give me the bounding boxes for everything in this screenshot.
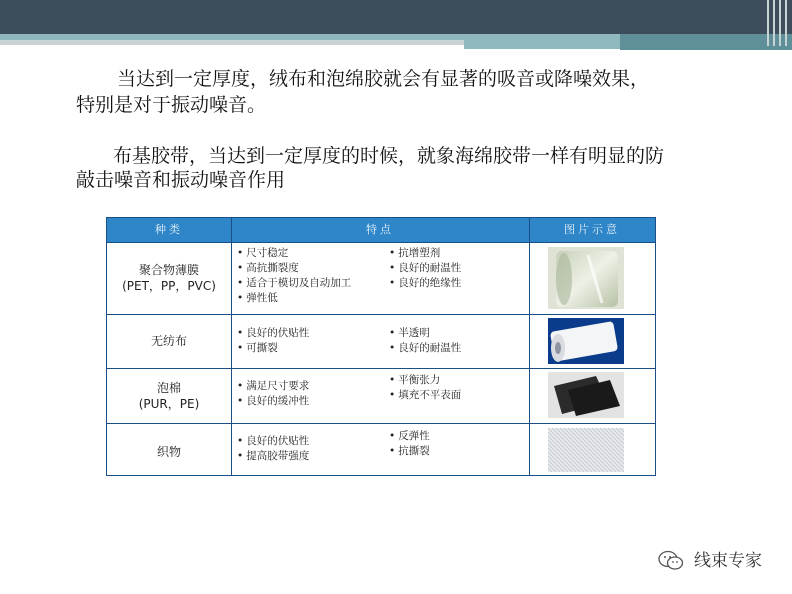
header-features: 特点 (366, 223, 394, 236)
black-foam-sheets-image (548, 372, 624, 418)
feature-item: • 可撕裂 (237, 341, 309, 356)
row-divider (107, 242, 655, 243)
table-header-row (107, 218, 655, 242)
column-divider (231, 218, 232, 475)
header-picture: 图片示意 (564, 223, 620, 236)
table-row-type (107, 380, 231, 412)
paragraph-2-line-2: 敲击噪音和振动噪音作用 (76, 169, 286, 191)
row-divider (107, 423, 655, 424)
row-divider (107, 314, 655, 315)
feature-list-primary (237, 326, 309, 356)
feature-item: • 良好的缓冲性 (237, 394, 309, 409)
feature-list-secondary (389, 429, 430, 459)
clear-film-roll-image (548, 247, 624, 309)
header-vertical-lines (765, 0, 787, 46)
feature-list-primary (237, 246, 351, 306)
feature-item: • 弹性低 (237, 291, 351, 306)
type-name: 织物 (156, 445, 181, 459)
feature-item: • 高抗撕裂度 (237, 261, 351, 276)
table-row-type (107, 262, 231, 294)
fabric-texture-image (548, 428, 624, 472)
type-name: 无纺布 (150, 334, 187, 348)
feature-item: • 反弹性 (389, 429, 430, 444)
type-name: 聚合物薄膜 (138, 263, 199, 277)
white-nonwoven-roll-image (548, 318, 624, 364)
feature-item: • 半透明 (389, 326, 461, 341)
feature-list-primary (237, 379, 309, 409)
feature-item: • 良好的伏贴性 (237, 326, 309, 341)
feature-list-secondary (389, 373, 461, 403)
type-subtitle: (PUR，PE) (138, 397, 200, 411)
feature-item: • 提高胶带强度 (237, 449, 309, 464)
feature-list-secondary (389, 326, 461, 356)
feature-item: • 良好的伏贴性 (237, 434, 309, 449)
feature-list-secondary (389, 246, 461, 291)
feature-item: • 良好的耐温性 (389, 341, 461, 356)
feature-item: • 良好的绝缘性 (389, 276, 461, 291)
feature-item: • 满足尺寸要求 (237, 379, 309, 394)
paragraph-1-line-2: 特别是对于振动噪音。 (76, 94, 267, 116)
feature-item: • 抗增塑剂 (389, 246, 461, 261)
feature-item: • 平衡张力 (389, 373, 461, 388)
column-divider (529, 218, 530, 475)
feature-item: • 抗撕裂 (389, 444, 430, 459)
feature-item: • 适合于模切及自动加工 (237, 276, 351, 291)
header-type: 种类 (155, 223, 183, 236)
feature-item: • 填充不平表面 (389, 388, 461, 403)
feature-list-primary (237, 434, 309, 464)
feature-item: • 良好的耐温性 (389, 261, 461, 276)
feature-item: • 尺寸稳定 (237, 246, 351, 261)
paragraph-2-line-1: 布基胶带，当达到一定厚度的时候，就象海绵胶带一样有明显的防 (113, 145, 665, 167)
wechat-icon (658, 550, 684, 572)
table-row-type (107, 333, 231, 349)
table-row-type (107, 444, 231, 460)
type-subtitle: (PET，PP，PVC) (122, 279, 216, 293)
paragraph-1-line-1: 当达到一定厚度，绒布和泡绵胶就会有显著的吸音或降噪效果， (117, 68, 650, 90)
header-band (0, 0, 792, 34)
row-divider (107, 368, 655, 369)
type-name: 泡棉 (156, 381, 181, 395)
watermark-text: 线束专家 (694, 551, 762, 571)
tape-comparison-table (106, 217, 656, 476)
